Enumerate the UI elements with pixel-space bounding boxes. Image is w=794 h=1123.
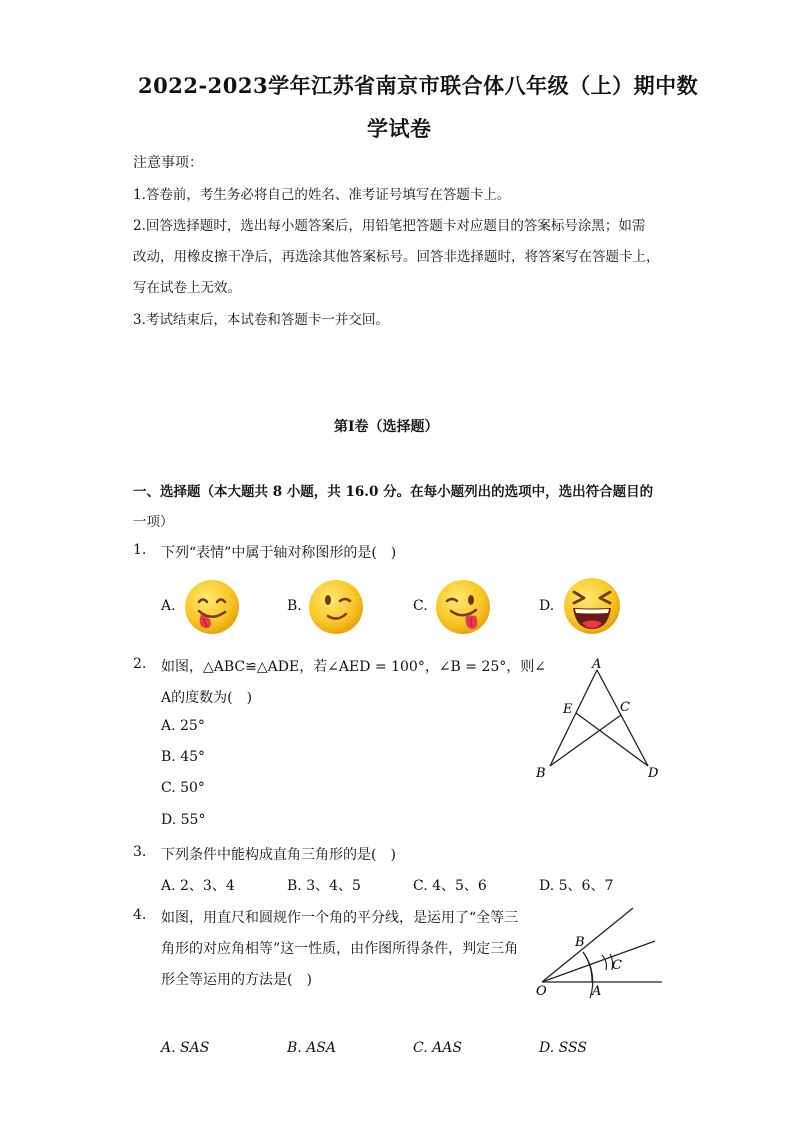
q4-angle-bisector-figure <box>530 898 670 1003</box>
q4-label-b: B <box>575 935 585 950</box>
q4-text-line2: 角形的对应角相等”这一性质，由作图所得条件，判定三角 <box>161 941 519 957</box>
notice-item-2-end: 写在试卷上无效。 <box>133 280 241 296</box>
q2-text-line1: 如图，△ABC≌△ADE，若∠AED = 100°，∠B = 25°，则∠ <box>161 659 547 675</box>
q2-label-b: B <box>536 766 546 781</box>
q1-option-d: D. <box>539 598 555 614</box>
section-title: 第Ⅰ卷（选择题） <box>334 419 439 435</box>
q3-option-b: B. 3、4、5 <box>287 878 361 894</box>
q4-option-c: C. AAS <box>413 1040 462 1056</box>
q2-number: 2. <box>133 656 147 672</box>
laughing-squint-emoji-icon <box>562 576 622 636</box>
q3-number: 3. <box>133 844 147 860</box>
notice-item-1: 1.答卷前，考生务必将自己的姓名、准考证号填写在答题卡上。 <box>133 187 511 203</box>
notice-heading: 注意事项： <box>133 155 203 171</box>
q1-option-b: B. <box>287 598 302 614</box>
q3-option-a: A. 2、3、4 <box>161 878 235 894</box>
q2-option-a: A. 25° <box>161 718 205 734</box>
q4-number: 4. <box>133 907 147 923</box>
wink-tongue-emoji-icon <box>434 578 492 636</box>
q3-option-c: C. 4、5、6 <box>413 878 487 894</box>
q2-label-c: C <box>620 700 630 715</box>
q4-text-line3: 形全等运用的方法是( ) <box>161 972 312 988</box>
q4-label-o: O <box>536 984 547 999</box>
part1-heading-line2: 一项） <box>133 514 174 530</box>
q3-text: 下列条件中能构成直角三角形的是( ) <box>161 847 396 863</box>
q1-option-a: A. <box>161 598 176 614</box>
q3-option-d: D. 5、6、7 <box>539 878 614 894</box>
q4-text-line1: 如图，用直尺和圆规作一个角的平分线，是运用了“全等三 <box>161 910 519 926</box>
q2-label-d: D <box>648 766 659 781</box>
page-title-line1: 2022-2023学年江苏省南京市联合体八年级（上）期中数 <box>138 73 699 98</box>
page-title-line2: 学试卷 <box>367 116 432 141</box>
notice-item-3: 3.考试结束后，本试卷和答题卡一并交回。 <box>133 312 389 328</box>
q2-label-e: E <box>563 702 573 717</box>
notice-item-2-cont: 改动，用橡皮擦干净后，再选涂其他答案标号。回答非选择题时，将答案写在答题卡上， <box>133 249 660 265</box>
q2-text-line2: A的度数为( ) <box>161 690 253 706</box>
q1-number: 1. <box>133 542 147 558</box>
notice-item-2: 2.回答选择题时，选出每小题答案后，用铅笔把答题卡对应题目的答案标号涂黑；如需 <box>133 218 646 234</box>
q1-option-c: C. <box>413 598 428 614</box>
q2-option-c: C. 50° <box>161 780 205 796</box>
winking-emoji-icon <box>307 578 365 636</box>
q2-option-d: D. 55° <box>161 812 206 828</box>
q4-option-a: A. SAS <box>161 1040 210 1056</box>
part1-heading-line1: 一、选择题（本大题共 8 小题，共 16.0 分。在每小题列出的选项中，选出符合题目的 <box>133 484 654 500</box>
tongue-out-emoji-icon <box>183 578 241 636</box>
q1-text: 下列“表情”中属于轴对称图形的是( ) <box>161 545 397 561</box>
q4-label-a: A <box>592 984 602 999</box>
q2-option-b: B. 45° <box>161 749 206 765</box>
q4-option-b: B. ASA <box>287 1040 336 1056</box>
q2-triangle-figure <box>530 652 670 787</box>
q4-label-c: C <box>612 958 622 973</box>
q2-label-a: A <box>592 657 602 672</box>
q4-option-d: D. SSS <box>539 1040 587 1056</box>
